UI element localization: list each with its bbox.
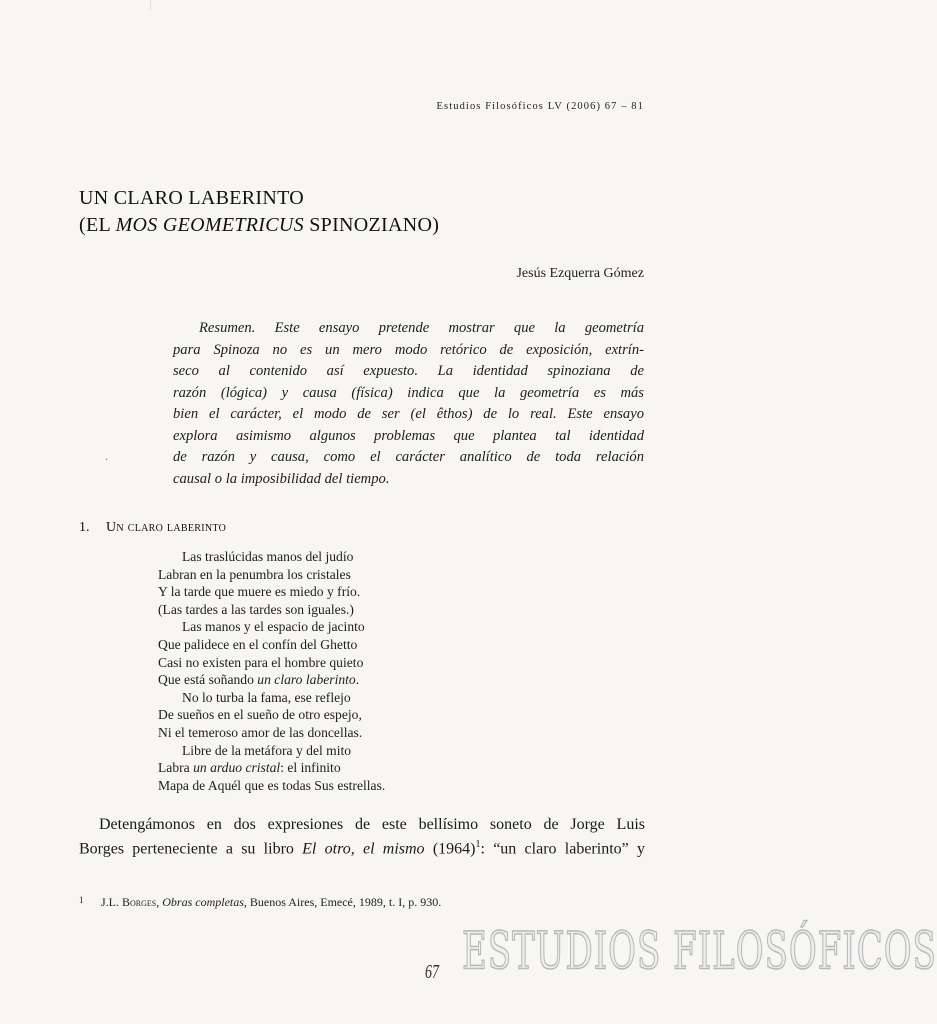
scan-speck: · bbox=[105, 455, 109, 466]
abstract-line: causal o la imposibilidad del tiempo. bbox=[173, 470, 390, 487]
running-header: Estudios Filosóficos LV (2006) 67 – 81 bbox=[436, 101, 644, 112]
poem-verse: Que está soñando un claro laberinto. bbox=[158, 672, 360, 688]
journal-watermark: ESTUDIOS FILOSÓFICOS bbox=[462, 922, 937, 982]
title-italic: MOS GEOMETRICUS bbox=[115, 214, 304, 236]
footnote-mark: 1 bbox=[79, 895, 84, 905]
poem-verse: Que palidece en el confín del Ghetto bbox=[158, 636, 358, 652]
poem-verse: Casi no existen para el hombre quieto bbox=[158, 654, 364, 670]
poem-epigraph bbox=[158, 548, 385, 794]
poem-verse: No lo turba la fama, ese reflejo bbox=[182, 689, 351, 705]
abstract-line: bien el carácter, el modo de ser (el êthos) de lo real. Este ensayo bbox=[173, 406, 644, 422]
abstract-line: Resumen. Este ensayo pretende mostrar que la geometría bbox=[199, 320, 644, 336]
body-line: Detengámonos en dos expresiones de este bellísimo soneto de Jorge Luis bbox=[99, 816, 645, 833]
poem-verse: Libre de la metáfora y del mito bbox=[182, 742, 352, 758]
section-number: 1. bbox=[79, 520, 90, 535]
poem-verse: Las manos y el espacio de jacinto bbox=[182, 619, 365, 635]
article-title bbox=[79, 185, 439, 239]
section-title: Un claro laberinto bbox=[106, 520, 227, 535]
poem-verse: (Las tardes a las tardes son iguales.) bbox=[158, 601, 354, 617]
body-line: Borges perteneciente a su libro El otro, el mismo $(1964)^1$: “un claro laberinto” y bbox=[79, 839, 646, 858]
poem-verse: Las traslúcidas manos del judío bbox=[182, 549, 354, 564]
abstract bbox=[173, 318, 644, 490]
abstract-line: de razón y causa, como el carácter analítico de toda relación bbox=[173, 449, 644, 465]
poem-verse: Labran en la penumbra los cristales bbox=[158, 566, 351, 582]
abstract-line: para Spinoza no es un mero modo retórico de exposición, extrín- bbox=[173, 341, 644, 358]
poem-verse: Y la tarde que muere es miedo y frío. bbox=[158, 584, 361, 600]
poem-verse: Labra un arduo cristal: el infinito bbox=[158, 760, 341, 776]
author-name: Jesús Ezquerra Gómez bbox=[516, 266, 644, 281]
footnote: 1 J.L. Borges, Obras completas, Buenos Aires, Emecé, 1989, t. I, p. 930. bbox=[79, 895, 442, 909]
footnote-ref: 1 bbox=[475, 839, 481, 850]
abstract-line: razón (lógica) y causa (física) indica que la geometría es más bbox=[173, 384, 644, 401]
page-number: 67 bbox=[425, 962, 439, 984]
abstract-line: seco al contenido así expuesto. La identidad spinoziana de bbox=[173, 363, 644, 379]
abstract-line: explora asimismo algunos problemas que plantea tal identidad bbox=[173, 427, 644, 444]
page-fold-mark bbox=[150, 0, 151, 10]
body-paragraph bbox=[79, 815, 645, 859]
poem-verse: Ni el temeroso amor de las doncellas. bbox=[158, 724, 363, 740]
title-line-2: (EL MOS GEOMETRICUS SPINOZIANO) bbox=[79, 214, 440, 236]
title-line-1: UN CLARO LABERINTO bbox=[79, 187, 305, 209]
poem-verse: De sueños en el sueño de otro espejo, bbox=[158, 707, 362, 723]
poem-verse: Mapa de Aquél que es todas Sus estrellas. bbox=[158, 777, 386, 793]
section-heading bbox=[79, 520, 226, 536]
